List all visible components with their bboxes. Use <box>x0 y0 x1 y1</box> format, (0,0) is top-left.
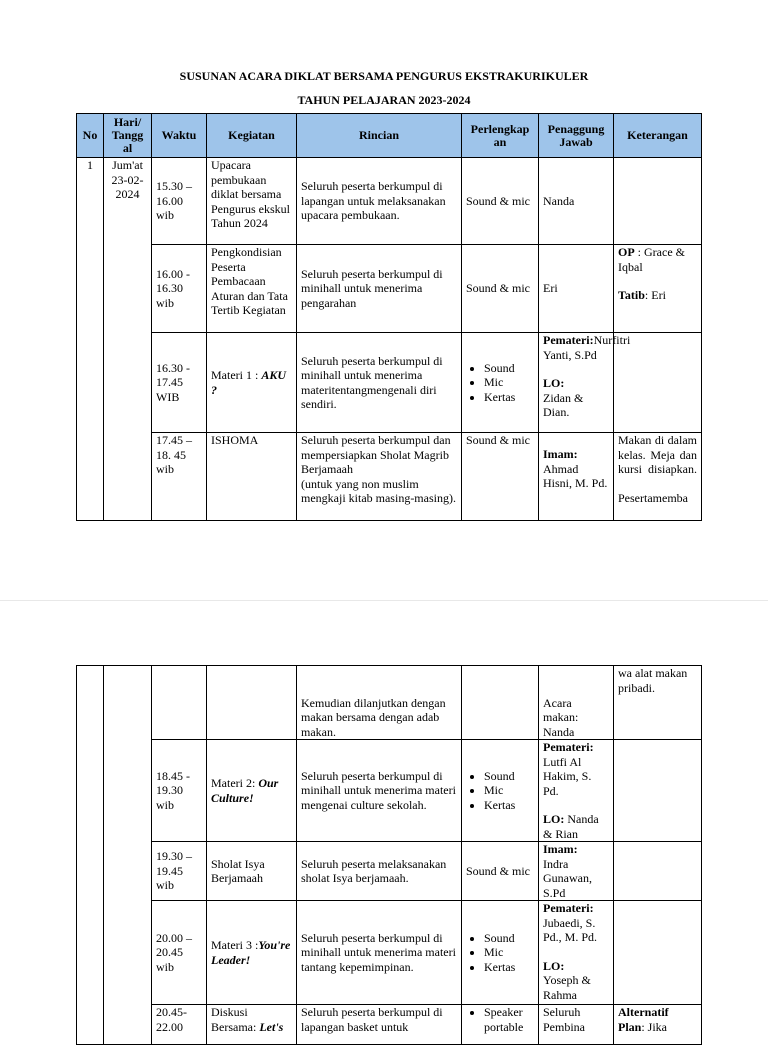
header-no: No <box>77 114 104 158</box>
cell-kegiatan <box>207 1005 297 1045</box>
header-kegiatan: Kegiatan <box>207 114 297 158</box>
tatib-value: : Eri <box>644 288 666 302</box>
imam-label: Imam: <box>543 447 578 461</box>
list-item: • Kertas <box>484 798 534 813</box>
table-row <box>77 740 702 842</box>
list-item: • Sound <box>484 931 534 946</box>
cell-kegiatan <box>207 901 297 1005</box>
cell-keterangan <box>614 245 702 333</box>
alternatif-plan-value: : Jika <box>641 1019 668 1034</box>
imam-value: Indra Gunawan, S.Pd <box>543 856 592 900</box>
cell-penanggung <box>539 333 631 433</box>
lo-value: Yoseph & Rahma <box>543 973 591 1002</box>
cell-rincian: Seluruh peserta berkumpul dan mempersiapkan Sholat Magrib Berjamaah (untuk yang non muslim mengkaji kitab masing-masing). <box>297 433 462 521</box>
kegiatan-emphasis: You're Leader! <box>211 938 291 967</box>
perlengkapan-list <box>466 361 534 405</box>
cell-waktu: 17.45 – 18. 45 wib <box>152 433 207 521</box>
table-row <box>77 901 702 1005</box>
kegiatan-emphasis: Our Culture! <box>211 776 279 805</box>
pemateri-value: Lutfi Al Hakim, S. Pd. <box>543 754 592 798</box>
list-item: • Speaker portable <box>484 1005 534 1034</box>
cell-rincian: Seluruh peserta berkumpul di lapangan basket untuk <box>297 1005 462 1045</box>
list-item: • Kertas <box>484 960 534 975</box>
header-hari: Hari/ Tangg al <box>104 114 152 158</box>
pemateri-value: Nurfitri Yanti, S.Pd <box>543 333 631 362</box>
cell-hari: Jum'at 23-02-2024 <box>104 158 152 521</box>
cell-rincian: Kemudian dilanjutkan dengan makan bersama dengan adab makan. <box>297 666 462 740</box>
cell-keterangan <box>614 901 702 1005</box>
list-item: • Mic <box>484 945 534 960</box>
cell-rincian: Seluruh peserta berkumpul di minihall untuk menerima materi mengenai culture sekolah. <box>297 740 462 842</box>
cell-perlengkapan <box>462 1005 539 1045</box>
cell-kegiatan <box>207 333 297 433</box>
cell-waktu: 15.30 – 16.00 wib <box>152 158 207 245</box>
schedule-table-continued <box>76 665 702 1045</box>
cell-penanggung: Eri <box>539 245 614 333</box>
cell-keterangan <box>614 842 702 901</box>
cell-keterangan: Makan di dalam kelas. Meja dan kursi disiapkan. Pesertamemba <box>614 433 702 521</box>
cell-keterangan <box>614 1005 702 1045</box>
cell-penanggung: Acara makan: Nanda <box>539 666 614 740</box>
imam-value: Ahmad Hisni, M. Pd. <box>543 461 608 490</box>
perlengkapan-list <box>466 931 534 975</box>
cell-perlengkapan: Sound & mic <box>462 433 539 521</box>
header-rincian: Rincian <box>297 114 462 158</box>
pemateri-label: Pemateri: <box>543 740 594 754</box>
lo-label: LO: <box>543 376 565 390</box>
document-page-2 <box>0 600 768 1034</box>
cell-keterangan <box>614 740 702 842</box>
cell-kegiatan: Pengkondisian Peserta Pembacaan Aturan dan Tata Tertib Kegiatan <box>207 245 297 333</box>
pemateri-label: Pemateri: <box>543 901 594 915</box>
header-perlengkapan: Perlengkap an <box>462 114 539 158</box>
keterangan-continued: Pesertamemba <box>618 490 688 505</box>
cell-waktu <box>152 666 207 740</box>
cell-no: 1 <box>77 158 104 521</box>
cell-penanggung: Nanda <box>539 158 614 245</box>
table-row <box>77 1005 702 1045</box>
cell-hari <box>104 666 152 1045</box>
list-item: • Kertas <box>484 390 534 405</box>
cell-keterangan: wa alat makan pribadi. <box>614 666 702 740</box>
cell-kegiatan <box>207 666 297 740</box>
cell-kegiatan <box>207 740 297 842</box>
table-row <box>77 433 702 521</box>
cell-keterangan <box>614 333 702 433</box>
cell-waktu: 16.00 - 16.30 wib <box>152 245 207 333</box>
kegiatan-prefix: Diskusi Bersama: <box>211 1005 260 1034</box>
lo-label: LO: <box>543 958 565 973</box>
cell-perlengkapan: Sound & mic <box>462 245 539 333</box>
kegiatan-prefix: Materi 1 : <box>211 368 262 382</box>
header-keterangan: Keterangan <box>614 114 702 158</box>
cell-penanggung <box>539 433 614 521</box>
tatib-label: Tatib <box>618 288 645 302</box>
op-label: OP <box>618 245 635 259</box>
list-item: • Mic <box>484 783 534 798</box>
schedule-table <box>76 113 702 521</box>
cell-perlengkapan: Sound & mic <box>462 158 539 245</box>
lo-value: Zidan & Dian. <box>543 390 584 419</box>
cell-no <box>77 666 104 1045</box>
table-row <box>77 158 702 245</box>
cell-rincian: Seluruh peserta melaksanakan sholat Isya berjamaah. <box>297 842 462 901</box>
cell-rincian: Seluruh peserta berkumpul di minihall untuk menerima materitentangmengenali diri sendiri. <box>297 333 462 433</box>
cell-rincian: Seluruh peserta berkumpul di minihall untuk menerima materi tantang kepemimpinan. <box>297 901 462 1005</box>
perlengkapan-list <box>466 769 534 813</box>
cell-waktu: 16.30 - 17.45 WIB <box>152 333 207 433</box>
table-row <box>77 842 702 901</box>
cell-waktu: 20.45- 22.00 <box>152 1005 207 1045</box>
pemateri-value: Jubaedi, S. Pd., M. Pd. <box>543 915 598 944</box>
cell-perlengkapan <box>462 901 539 1005</box>
header-penanggung: Penaggung Jawab <box>539 114 614 158</box>
perlengkapan-list <box>466 1005 534 1034</box>
list-item: • Mic <box>484 375 534 390</box>
rincian-note: (untuk yang non muslim mengkaji kitab masing-masing). <box>301 476 456 505</box>
cell-perlengkapan: Sound & mic <box>462 842 539 901</box>
table-row <box>77 333 702 433</box>
cell-kegiatan: ISHOMA <box>207 433 297 521</box>
header-waktu: Waktu <box>152 114 207 158</box>
table-header-row <box>77 114 702 158</box>
op-value: : Grace & Iqbal <box>618 245 685 274</box>
document-title: SUSUNAN ACARA DIKLAT BERSAMA PENGURUS EKSTRAKURIKULER <box>179 69 589 83</box>
cell-waktu: 20.00 – 20.45 wib <box>152 901 207 1005</box>
cell-penanggung: Seluruh Pembina <box>539 1005 614 1045</box>
list-item: • Sound <box>484 769 534 784</box>
cell-keterangan <box>614 158 702 245</box>
cell-penanggung <box>539 842 614 901</box>
kegiatan-prefix: Materi 3 : <box>211 938 259 952</box>
cell-penanggung <box>539 901 614 1005</box>
document-subtitle: TAHUN PELAJARAN 2023-2024 <box>297 93 471 107</box>
lo-label: LO: <box>543 812 565 826</box>
table-row <box>77 245 702 333</box>
table-row <box>77 666 702 740</box>
cell-kegiatan: Upacara pembukaan diklat bersama Pengurus ekskul Tahun 2024 <box>207 158 297 245</box>
imam-label: Imam: <box>543 842 578 856</box>
pemateri-label: Pemateri: <box>543 333 594 347</box>
cell-perlengkapan <box>462 666 539 740</box>
kegiatan-prefix: Materi 2: <box>211 776 259 790</box>
list-item: • Sound <box>484 361 534 376</box>
cell-waktu: 19.30 – 19.45 wib <box>152 842 207 901</box>
kegiatan-emphasis: AKU ? <box>211 368 287 397</box>
alternatif-plan-label: Alternatif Plan <box>618 1005 669 1034</box>
lo-value: Nanda & Rian <box>543 812 599 841</box>
cell-waktu: 18.45 - 19.30 wib <box>152 740 207 842</box>
cell-kegiatan: Sholat Isya Berjamaah <box>207 842 297 901</box>
cell-penanggung <box>539 740 614 842</box>
cell-perlengkapan <box>462 333 539 433</box>
cell-perlengkapan <box>462 740 539 842</box>
cell-rincian: Seluruh peserta berkumpul di lapangan untuk melaksanakan upacara pembukaan. <box>297 158 462 245</box>
cell-rincian: Seluruh peserta berkumpul di minihall untuk menerima pengarahan <box>297 245 462 333</box>
kegiatan-emphasis: Let's <box>259 1019 284 1034</box>
